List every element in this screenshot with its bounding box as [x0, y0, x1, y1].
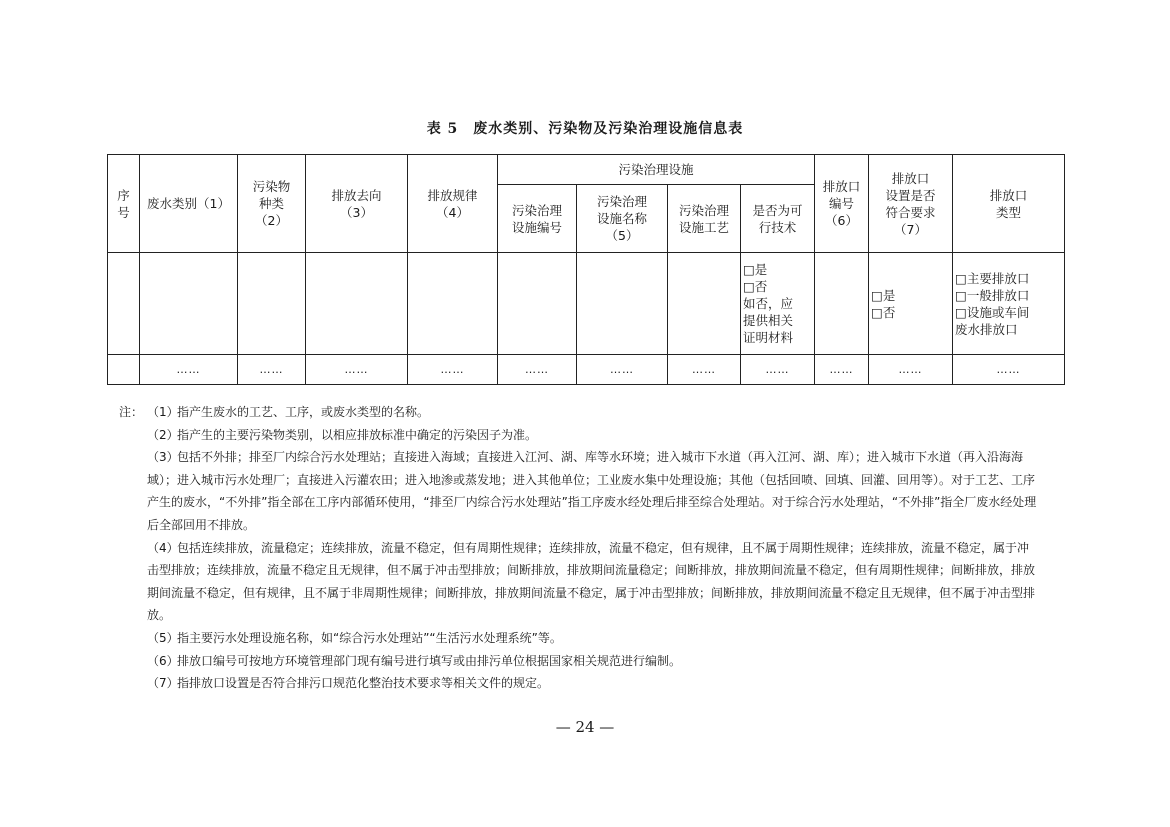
table-row [108, 253, 1065, 355]
header-treatment-process: 污染治理 设施工艺 [668, 185, 741, 253]
notes-label: 注： [119, 405, 144, 419]
cell-empty [238, 253, 306, 355]
ellipsis-cell: …… [953, 355, 1065, 385]
note-number: （3） [147, 450, 179, 465]
ellipsis-cell: …… [408, 355, 498, 385]
note-item [119, 627, 1039, 650]
note-item [119, 537, 1039, 627]
note-number: （6） [147, 653, 179, 668]
header-treatment-name: 污染治理 设施名称 （5） [577, 185, 668, 253]
note-item [119, 672, 1039, 695]
cell-empty [108, 355, 140, 385]
header-outlet-type: 排放口 类型 [953, 155, 1065, 253]
note-text: 排放口编号可按地方环境管理部门现有编号进行填写或由排污单位根据国家相关规范进行编制。 [177, 653, 682, 668]
note-number: （4） [147, 540, 179, 555]
cell-empty [140, 253, 238, 355]
info-table [107, 154, 1065, 385]
note-number: （5） [147, 630, 179, 645]
outlet-compliant-options: □是 □否 [869, 253, 953, 355]
ellipsis-cell: …… [238, 355, 306, 385]
table-title: 表 5 废水类别、污染物及污染治理设施信息表 [426, 121, 744, 137]
cell-empty [108, 253, 140, 355]
notes-section [119, 401, 1039, 695]
cell-empty [577, 253, 668, 355]
header-treatment-id: 污染治理 设施编号 [498, 185, 577, 253]
header-discharge-pattern: 排放规律 （4） [408, 155, 498, 253]
header-seq: 序 号 [108, 155, 140, 253]
note-text: 指产生的主要污染物类别，以相应排放标准中确定的污染因子为准。 [177, 427, 538, 442]
cell-empty [408, 253, 498, 355]
header-wastewater-type: 废水类别（1） [140, 155, 238, 253]
note-text: 包括不外排；排至厂内综合污水处理站；直接进入海域；直接进入江河、湖、库等水环境；进入城市下水道（再入江河、湖、库）；进入城市下水道（再入沿海海域）；进入城市污水处理厂；直接进入污灌农田；进入地渗或蒸发地；进入其他单位；工业废水集中处理设施；其他（包括回喷、回填、回灌、回用等）。对于工艺、工序产生的废水，“不外排”指全部在工序内部循环使用，“排至厂内综合污水处理站”指工序废水经处理后排至综合处理站。对于综合污水处理站，“不外排”指全厂废水经处理后全部回用不排放。 [147, 450, 1037, 532]
ellipsis-cell: …… [741, 355, 815, 385]
ellipsis-cell: …… [869, 355, 953, 385]
note-item [119, 424, 1039, 447]
note-text: 指排放口设置是否符合排污口规范化整治技术要求等相关文件的规定。 [177, 676, 550, 691]
note-item [119, 446, 1039, 536]
note-number: （7） [147, 676, 179, 691]
ellipsis-cell: …… [577, 355, 668, 385]
note-number: （1） [147, 405, 179, 419]
feasible-tech-options: □是 □否 如否，应 提供相关 证明材料 [741, 253, 815, 355]
header-feasible-technology: 是否为可 行技术 [741, 185, 815, 253]
header-outlet-id: 排放口 编号 （6） [815, 155, 869, 253]
note-text: 指主要污水处理设施名称，如“综合污水处理站”“生活污水处理系统”等。 [177, 630, 562, 645]
cell-empty [306, 253, 408, 355]
header-pollutant-type: 污染物 种类 （2） [238, 155, 306, 253]
cell-empty [668, 253, 741, 355]
note-text: 包括连续排放，流量稳定；连续排放，流量不稳定，但有周期性规律；连续排放，流量不稳定，但有规律，且不属于周期性规律；连续排放，流量不稳定，属于冲击型排放；连续排放，流量不稳定且无规律，但不属于冲击型排放；间断排放，排放期间流量稳定；间断排放，排放期间流量不稳定，但有周期性规律；间断排放，排放期间流量不稳定，但有规律，且不属于非周期性规律；间断排放，排放期间流量不稳定，属于冲击型排放；间断排放，排放期间流量不稳定且无规律，但不属于冲击型排放。 [147, 540, 1036, 623]
outlet-type-options: □主要排放口 □一般排放口 □设施或车间 废水排放口 [953, 253, 1065, 355]
header-outlet-compliant: 排放口 设置是否 符合要求 （7） [869, 155, 953, 253]
cell-empty [815, 253, 869, 355]
ellipsis-cell: …… [306, 355, 408, 385]
header-treatment-facility: 污染治理设施 [498, 155, 815, 185]
ellipsis-cell: …… [668, 355, 741, 385]
note-item [119, 401, 1039, 424]
header-discharge-destination: 排放去向 （3） [306, 155, 408, 253]
page-number: — 24 — [555, 718, 615, 736]
note-number: （2） [147, 427, 179, 442]
ellipsis-cell: …… [498, 355, 577, 385]
note-item [119, 650, 1039, 673]
ellipsis-cell: …… [815, 355, 869, 385]
cell-empty [498, 253, 577, 355]
note-text: 指产生废水的工艺、工序，或废水类型的名称。 [177, 405, 430, 419]
table-row-ellipsis [108, 355, 1065, 385]
ellipsis-cell: …… [140, 355, 238, 385]
